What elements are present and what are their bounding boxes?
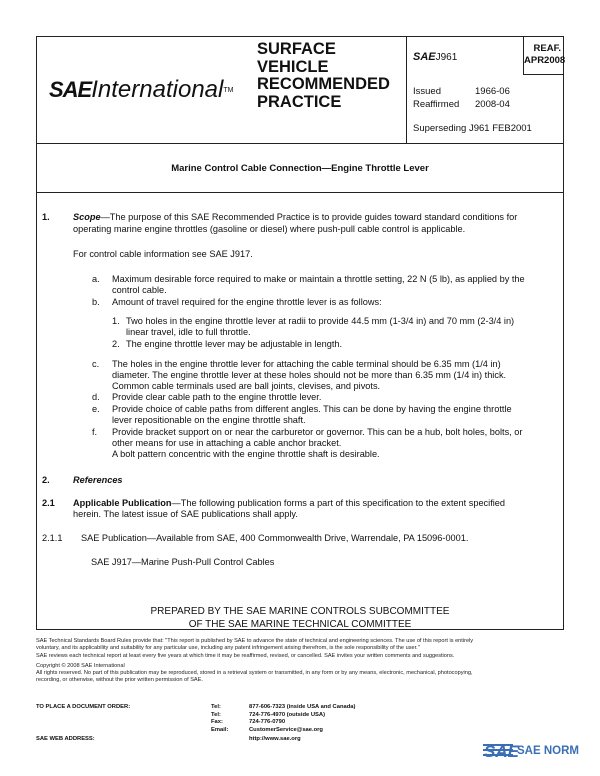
- item-c-line-2: diameter. The engine throttle lever at these holes should not be more than 6.35 mm (1/4 in) thick.: [112, 370, 507, 380]
- list-letter: d.: [92, 392, 100, 402]
- document-header: [36, 36, 564, 144]
- order-label: TO PLACE A DOCUMENT ORDER:: [36, 704, 131, 710]
- scope-line-2: operating marine engine throttles (gasoline or diesel) where push-pull cable control is applicable.: [73, 224, 466, 234]
- scope-reference: For control cable information see SAE J917.: [73, 249, 253, 259]
- item-a-line-2: control cable.: [112, 285, 167, 295]
- item-b2-line-1: The engine throttle lever may be adjustable in length.: [126, 339, 343, 349]
- list-letter: e.: [92, 404, 100, 414]
- item-f-line-1: Provide bracket support on or near the carburetor or governor. This can be a hub, bolt holes, bolts, or: [112, 427, 523, 437]
- web-label: SAE WEB ADDRESS:: [36, 736, 95, 743]
- item-d-line-1: Provide clear cable path to the engine throttle lever.: [112, 392, 322, 402]
- category-line: PRACTICE: [257, 92, 342, 111]
- scope-line-1: [73, 212, 517, 224]
- email-label: Email:: [211, 726, 229, 733]
- footer-line: voluntary, and its applicability and suitability for any particular use, including any patent infringement arising therefrom, is the sole responsibility of the user.": [36, 645, 420, 652]
- issued-label: Issued: [413, 86, 441, 97]
- footer-line: All rights reserved. No part of this publication may be reproduced, stored in a retrieval system or transmitted, in any form or by any means, electronic, mechanical, photocopying,: [36, 670, 473, 677]
- item-f-line-3: A bolt pattern concentric with the engine throttle shaft is desirable.: [112, 449, 380, 459]
- issue-dates: [413, 85, 510, 111]
- contact-info: [36, 704, 436, 744]
- reaffirmation-box: [523, 37, 566, 75]
- document-title-box: [36, 144, 564, 193]
- footer-line: SAE Technical Standards Board Rules provide that: "This report is published by SAE to advance the state of technical and engineering sciences. The use of this report is entirely: [36, 638, 474, 644]
- email-link[interactable]: CustomerService@sae.org: [249, 726, 323, 733]
- list-number: 1.: [112, 316, 120, 326]
- issued-value: 1966-06: [475, 86, 510, 97]
- fax-label: Fax:: [211, 719, 223, 726]
- subsection-2-1-heading: Applicable Publication: [73, 498, 172, 508]
- subsection-number: 2.1: [42, 498, 55, 508]
- doc-prefix: SAE: [413, 51, 436, 63]
- reaf-date: APR2008: [524, 55, 566, 66]
- subsection-number: 2.1.1: [42, 533, 63, 543]
- references-heading: References: [73, 475, 123, 485]
- tel-label: Tel:: [211, 711, 221, 718]
- scope-text: —The purpose of this SAE Recommended Practice is to provide guides toward standard conditions for: [100, 212, 518, 222]
- document-number: [413, 51, 457, 63]
- sae-international-logo: [37, 37, 249, 143]
- list-letter: f.: [92, 427, 98, 437]
- footer-line: recording, or otherwise, without the prior written permission of SAE.: [36, 677, 203, 684]
- subsection-2-1-text: —The following publication forms a part of this specification to the extent specified: [171, 498, 506, 508]
- list-number: 2.: [112, 339, 120, 349]
- logo-international-text: International: [91, 76, 224, 103]
- category-line: RECOMMENDED: [257, 75, 390, 93]
- document-body: [36, 193, 564, 630]
- scope-heading: Scope: [73, 212, 101, 222]
- item-c-line-3: Common cable terminals used are ball joints, clevises, and pivots.: [112, 381, 381, 391]
- superseding-note: Superseding J961 FEB2001: [413, 123, 532, 134]
- section-number: 2.: [42, 475, 50, 485]
- footer-line: SAE reviews each technical report at least every five years at which time it may be reaffirmed, revised, or cancelled. SAE invites your written comments and suggestions.: [36, 652, 455, 659]
- doc-number-value: J961: [435, 52, 458, 63]
- logo-sae-text: SAE: [49, 77, 92, 102]
- sae-norm-sae: SAE: [484, 742, 519, 761]
- item-e-line-1: Provide choice of cable paths from different angles. This can be done by having the engine throttle: [112, 404, 512, 414]
- document-title: Marine Control Cable Connection—Engine Throttle Lever: [171, 162, 429, 174]
- sae-norm-text: SAE NORM: [517, 745, 579, 757]
- category-line: SURFACE: [257, 40, 336, 58]
- tel-value: 877-606-7323 (inside USA and Canada): [249, 704, 356, 710]
- subsection-2-1-line-1: [73, 498, 505, 510]
- item-c-line-1: The holes in the engine throttle lever for attaching the cable terminal should be 6.35 mm (1/4 in): [112, 359, 501, 369]
- prepared-line: OF THE SAE MARINE TECHNICAL COMMITTEE: [188, 618, 412, 630]
- reference-item: SAE J917—Marine Push-Pull Control Cables: [91, 557, 275, 567]
- item-f-line-2: other means for use in attaching a cable anchor bracket.: [112, 438, 342, 448]
- reaffirmed-label: Reaffirmed: [413, 99, 460, 110]
- logo-tm: TM: [223, 86, 234, 94]
- fax-value: 724-776-0790: [249, 719, 286, 726]
- list-letter: a.: [92, 274, 100, 284]
- document-info-panel: [406, 37, 532, 143]
- category-line: VEHICLE: [257, 57, 329, 76]
- sae-norm-logo: [483, 740, 579, 764]
- item-b-line-1: Amount of travel required for the engine throttle lever is as follows:: [112, 297, 382, 307]
- subsection-2-1-line-2: herein. The latest issue of SAE publications shall apply.: [73, 509, 298, 519]
- tel-value: 724-776-4970 (outside USA): [249, 711, 326, 718]
- item-b1-line-2: linear travel, idle to full throttle.: [126, 327, 251, 337]
- footer-line: Copyright © 2008 SAE International: [36, 662, 125, 669]
- list-letter: c.: [92, 359, 100, 369]
- subsection-2-1-1-text: SAE Publication—Available from SAE, 400 Commonwealth Drive, Warrendale, PA 15096-0001.: [81, 533, 469, 543]
- legal-footer: [36, 638, 564, 685]
- web-link[interactable]: http://www.sae.org: [249, 736, 301, 743]
- list-letter: b.: [92, 297, 100, 307]
- reaffirmed-value: 2008-04: [475, 99, 510, 110]
- item-a-line-1: Maximum desirable force required to make or maintain a throttle setting, 22 N (5 lb), as applied by the: [112, 274, 525, 284]
- tel-label: Tel:: [211, 704, 221, 710]
- prepared-line: PREPARED BY THE SAE MARINE CONTROLS SUBCOMMITTEE: [150, 606, 450, 617]
- prepared-by: [37, 606, 563, 631]
- reaf-label: REAF.: [533, 43, 561, 54]
- item-b1-line-1: Two holes in the engine throttle lever at radii to provide 44.5 mm (1-3/4 in) and 70 mm (2-3/4 in): [126, 316, 515, 326]
- section-number: 1.: [42, 212, 50, 222]
- item-e-line-2: lever repositionable on the engine throttle shaft.: [112, 415, 306, 425]
